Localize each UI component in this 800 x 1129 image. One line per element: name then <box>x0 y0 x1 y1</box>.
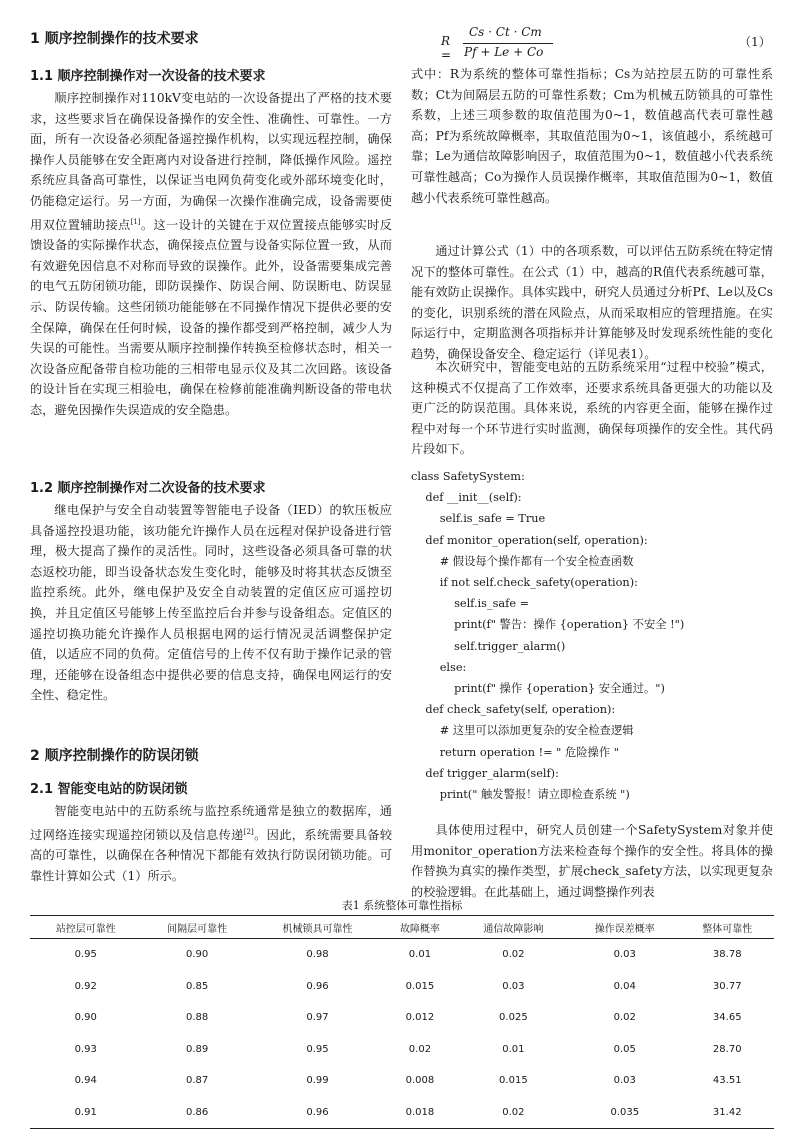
table-cell: 0.03 <box>613 1075 636 1087</box>
table-cell: 43.51 <box>712 1075 742 1087</box>
fraction-bar <box>463 43 553 44</box>
table-cell: 0.89 <box>185 1043 209 1055</box>
table-cell: 0.90 <box>185 949 209 961</box>
table-cell: 38.78 <box>712 949 742 961</box>
equation-number: （1） <box>738 35 771 49</box>
section-1-heading: 1 顺序控制操作的技术要求 <box>30 31 199 47</box>
code-line: # 这里可以添加更复杂的安全检查逻辑 <box>439 724 634 738</box>
table-cell: 0.88 <box>185 1012 209 1024</box>
table-cell: 0.98 <box>306 949 329 961</box>
table-row <box>30 1065 774 1097</box>
table-cell: 0.96 <box>306 980 329 992</box>
code-line: # 假设每个操作都有一个安全检查函数 <box>439 554 634 568</box>
table-cell: 0.008 <box>405 1075 435 1087</box>
table-cell: 0.94 <box>74 1075 97 1087</box>
table-cell: 0.02 <box>502 949 525 961</box>
table-cell: 0.04 <box>613 980 636 992</box>
table-header-cell: 整体可靠性 <box>680 916 774 939</box>
section-1-1-heading: 1.1 顺序控制操作对一次设备的技术要求 <box>30 69 266 84</box>
table-cell: 0.99 <box>306 1075 329 1087</box>
table-cell: 28.70 <box>712 1043 742 1055</box>
code-line: def monitor_operation(self, operation): <box>425 533 648 547</box>
table-header-cell: 故障概率 <box>382 916 457 939</box>
code-line: print(f" 警告：操作 {operation} 不安全 !") <box>454 618 685 632</box>
table-header-cell: 操作误差概率 <box>569 916 680 939</box>
table-cell: 0.95 <box>74 949 97 961</box>
table-cell: 0.95 <box>306 1043 329 1055</box>
table-header-cell: 通信故障影响 <box>458 916 569 939</box>
table-cell: 0.015 <box>499 1075 528 1087</box>
formula-description: 式中：R为系统的整体可靠性指标；Cs为站控层五防的可靠性系数；Ct为间隔层五防的可靠性系数；Cm为机械五防锁具的可靠性系数，上述三项参数的取值范围为0~1，数值越高代表可靠性越高；Pf为系统故障概率，其取值范围为0~1，该值越小，系统越可靠；Le为通信故障影响因子，取值范围为0~1，数值越小代表系统可靠性越高；Co为操作人员误操作概率，其取值范围为0~1，数值越小代表系统可靠性越高。 <box>411 67 773 205</box>
formula-numerator: Cs · Ct · Cm <box>469 25 542 39</box>
code-snippet <box>411 466 684 805</box>
table-cell: 0.02 <box>408 1043 432 1055</box>
table-cell: 0.02 <box>458 1097 569 1129</box>
table-row <box>30 971 774 1003</box>
table-row <box>30 939 774 971</box>
table-cell: 0.025 <box>499 1012 528 1024</box>
code-line: print(f" 操作 {operation} 安全通过。") <box>454 682 665 696</box>
table-cell: 0.92 <box>74 980 97 992</box>
table-row <box>30 1002 774 1034</box>
reliability-formula <box>411 24 773 64</box>
section-2-heading: 2 顺序控制操作的防误闭锁 <box>30 748 199 764</box>
table-cell: 0.01 <box>502 1043 525 1055</box>
code-line: self.is_safe = <box>454 597 530 611</box>
formula-denominator: Pf + Le + Co <box>464 45 544 59</box>
citation-1: [1] <box>130 217 141 226</box>
table-header-cell: 站控层可靠性 <box>30 916 141 939</box>
table-cell: 0.91 <box>30 1097 141 1129</box>
code-line: print(" 触发警报！请立即检查系统 ") <box>411 788 630 802</box>
table-cell: 0.035 <box>569 1097 680 1129</box>
table-cell: 0.85 <box>185 980 209 992</box>
table-cell: 0.02 <box>613 1012 636 1024</box>
table-row <box>30 1097 774 1129</box>
paragraph-1-1: 顺序控制操作对110kV变电站的一次设备提出了严格的技术要求，这些要求旨在确保设备操作的安全性、准确性、可靠性。一方面，所有一次设备必须配备遥控操作机构，以实现远程控制，确保操作人员能够在安全距离内对设备进行控制，降低操作风险。遥控系统应具备高可靠性，以保证当电网负荷变化或外部环境变化时，仍能稳定运行。另一方面，为确保一次操作准确完成，设备需要使用双位置辅助接点[1]。这一设计的关键在于双位置接点能够实时反馈设备的实际操作状态，确保接点位置与设备实际位置一致，从而有效避免因信息不对称而导致的误操作。此外，设备需要集成完善的电气五防闭锁功能，即防误操作、防误合闸、防误断电、防误显示、防误传输。这些闭锁功能能够在不同操作情况下提供必要的安全保障，确保在任何时候，设备的操作都受到严格控制，减少人为失误的可能性。当需要从顺序控制操作转换至检修状态时，相关一次设备应配备带自检功能的三相带电显示仪及其二次回路。该设备的设计旨在实现三相验电，确保在检修前能准确判断设备的带电状态，避免因操作失误造成的安全隐患。 <box>30 91 392 417</box>
code-line: def check_safety(self, operation): <box>425 703 616 717</box>
table-cell: 0.018 <box>382 1097 457 1129</box>
reliability-table <box>30 897 774 1129</box>
code-line: class SafetySystem: <box>411 470 525 483</box>
table-cell: 0.96 <box>253 1097 382 1129</box>
paragraph-process-verification: 本次研究中，智能变电站的五防系统采用“过程中校验”模式，这种模式不仅提高了工作效率，还要求系统具备更强大的功能以及更广泛的防误范围。具体来说，系统的内容更全面，能够在操作过程中对每一个环节进行实时监测，确保每项操作的安全性。其代码片段如下。 <box>411 360 773 457</box>
code-line: else: <box>439 660 467 674</box>
paragraph-2-1: 智能变电站中的五防系统与监控系统通常是独立的数据库，通过网络连接实现遥控闭锁以及信息传递[2]。因此，系统需要具备较高的可靠性，以确保在各种情况下都能有效执行防误闭锁功能。可靠性计算如公式（1）所示。 <box>30 804 393 883</box>
paragraph-usage: 具体使用过程中，研究人员创建一个SafetySystem对象并使用monitor_operation方法来检查每个操作的安全性。将具体的操作替换为真实的操作类型，扩展check_safety方法，以实现更复杂的校验逻辑。在此基础上，通过调整操作列表 <box>411 823 773 899</box>
section-2-1-heading: 2.1 智能变电站的防误闭锁 <box>30 782 188 797</box>
table-row <box>30 1034 774 1066</box>
table-cell: 0.012 <box>405 1012 435 1024</box>
table-cell: 0.015 <box>405 980 435 992</box>
code-line: self.is_safe = True <box>439 512 546 526</box>
table-cell: 0.97 <box>306 1012 329 1024</box>
table-cell: 0.05 <box>613 1043 636 1055</box>
code-line: return operation != " 危险操作 " <box>439 745 619 759</box>
table-cell: 0.90 <box>74 1012 97 1024</box>
table-cell: 31.42 <box>680 1097 774 1129</box>
code-line: def trigger_alarm(self): <box>425 766 559 780</box>
table-cell: 30.77 <box>712 980 742 992</box>
table-header-cell: 间隔层可靠性 <box>141 916 252 939</box>
table-cell: 0.87 <box>185 1075 209 1087</box>
table-cell: 0.01 <box>408 949 432 961</box>
section-1-2-heading: 1.2 顺序控制操作对二次设备的技术要求 <box>30 481 266 496</box>
table-cell: 0.86 <box>141 1097 252 1129</box>
formula-lhs: R = <box>441 34 452 62</box>
table-cell: 0.93 <box>74 1043 97 1055</box>
table <box>30 915 774 1129</box>
table-cell: 34.65 <box>712 1012 742 1024</box>
table-cell: 0.03 <box>502 980 525 992</box>
table-header-cell: 机械锁具可靠性 <box>253 916 382 939</box>
code-line: self.trigger_alarm() <box>454 639 566 653</box>
table-caption: 表1 系统整体可靠性指标 <box>341 899 463 912</box>
code-line: def __init__(self): <box>425 491 522 505</box>
paragraph-evaluation: 通过计算公式（1）中的各项系数，可以评估五防系统在特定情况下的整体可靠性。在公式（1）中，越高的R值代表系统越可靠，能有效防止误操作。具体实践中，研究人员通过分析Pf、Le以及Cs的变化，识别系统的潜在风险点，从而采取相应的管理措施。在实际运行中，定期监测各项指标并计算能够及时发现系统性能的变化趋势，确保设备安全、稳定运行（详见表1）。 <box>411 244 773 361</box>
paragraph-1-2: 继电保护与安全自动装置等智能电子设备（IED）的软压板应具备遥控投退功能，该功能允许操作人员在远程对保护设备进行管理，极大提高了操作的灵活性。同时，这些设备必须具备可靠的状态返校功能，即当设备状态发生变化时，能够及时将其状态反馈至监控系统。此外，继电保护及安全自动装置的定值区应可遥控切换，并且定值区号能够上传至监控后台并参与设备组态。定值区的遥控切换功能允许操作人员根据电网的运行情况灵活调整保护定值，以适应不同的负荷。定值信号的上传不仅有助于操作记录的管理，还能够在设备组态中提供必要的信息支持，确保电网运行的安全性、稳定性。 <box>30 503 392 703</box>
code-line: if not self.check_safety(operation): <box>439 576 638 590</box>
table-cell: 0.03 <box>613 949 636 961</box>
citation-2: [2] <box>243 827 254 836</box>
table-header-row <box>30 916 774 939</box>
